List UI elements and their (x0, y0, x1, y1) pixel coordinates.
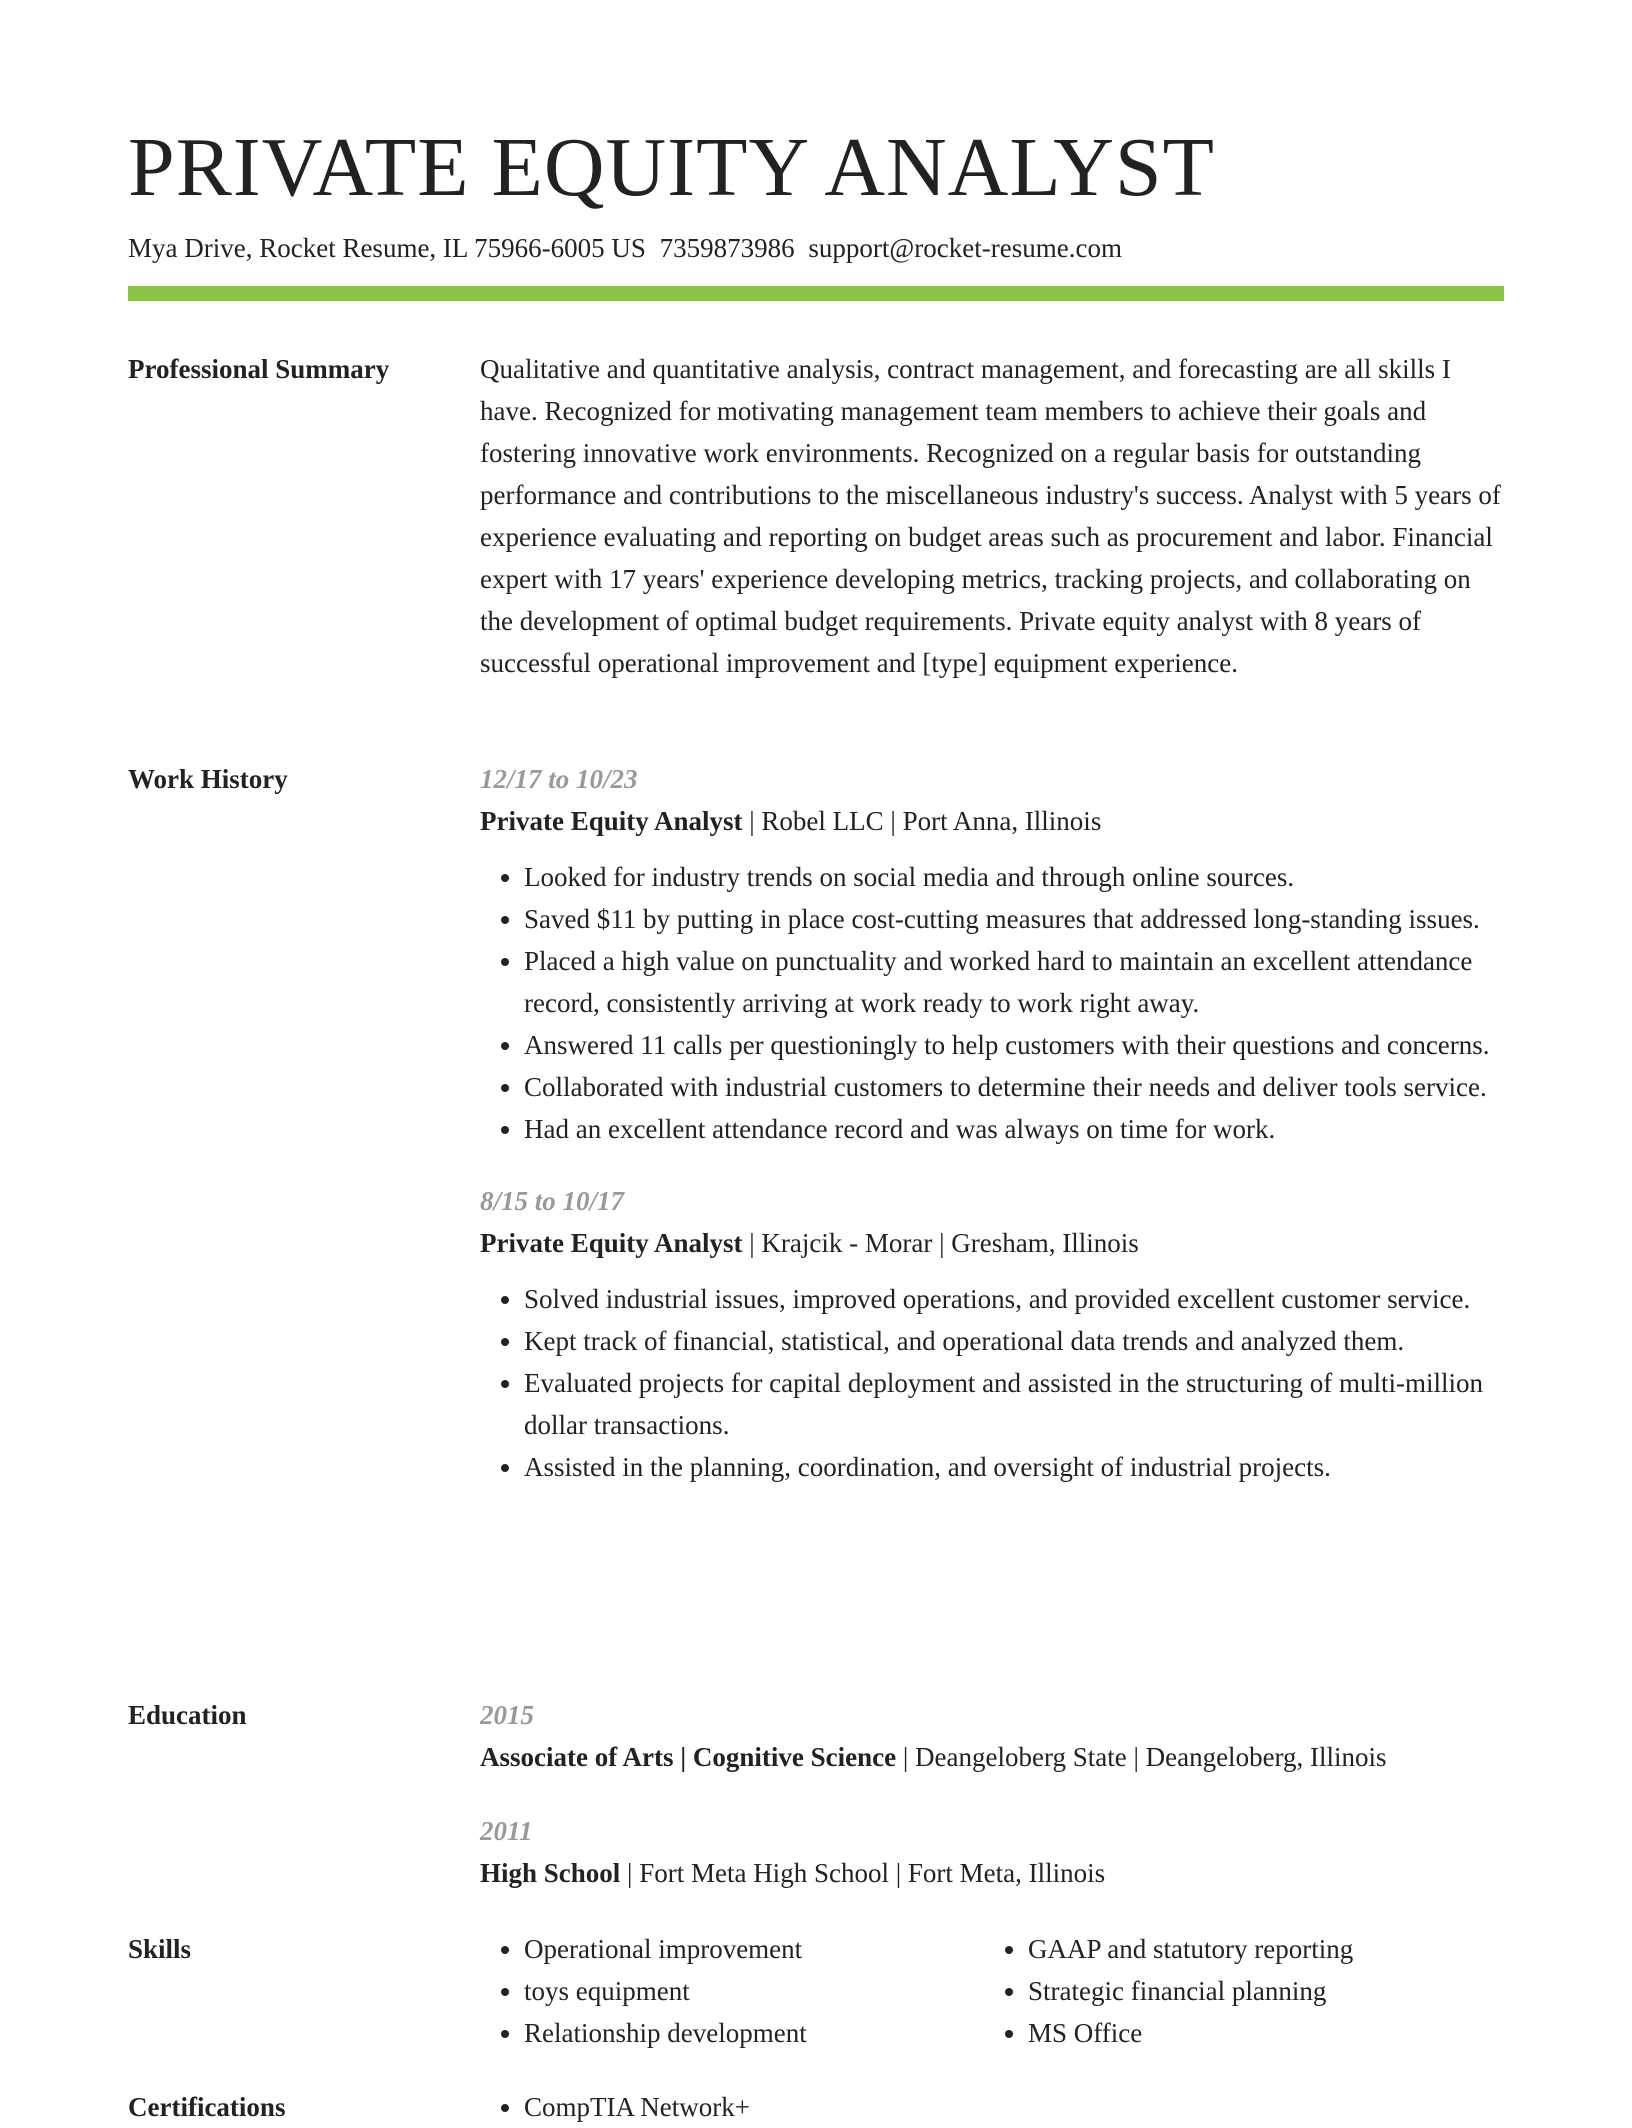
certification-item: • CompTIA Network+ (524, 2086, 1504, 2128)
job-bullet: • Looked for industry trends on social media and through online sources. (524, 856, 1504, 898)
job-bullet: • Assisted in the planning, coordination, and oversight of industrial projects. (524, 1446, 1504, 1488)
job-bullet: • Saved $11 by putting in place cost-cutting measures that addressed long-standing issues. (524, 898, 1504, 940)
job-heading (480, 800, 1504, 842)
job-bullet: • Kept track of financial, statistical, and operational data trends and analyzed them. (524, 1320, 1504, 1362)
job-dates: 12/17 to 10/23 (480, 764, 638, 794)
education-heading-line (480, 1852, 1504, 1894)
education-body (480, 1694, 1504, 1894)
certifications-list (480, 2086, 1504, 2128)
contact-line (128, 228, 1504, 268)
job-bullet: • Placed a high value on punctuality and worked hard to maintain an excellent attendance record, consistently arriving at work ready to work right away. (524, 940, 1504, 1024)
summary-text: Qualitative and quantitative analysis, contract management, and forecasting are all skills I have. Recognized for motivating management team members to achieve their goals and fostering innovative work environments. Recognized on a regular basis for outstanding performance and contributions to the miscellaneous industry's success. Analyst with 5 years of experience evaluating and reporting on budget areas such as procurement and labor. Financial expert with 17 years' experience developing metrics, tracking projects, and collaborating on the development of optimal budget requirements. Private equity analyst with 8 years of successful operational improvement and [type] equipment experience. (480, 354, 1501, 678)
contact-phone: 7359873986 (659, 233, 795, 263)
summary-heading: Professional Summary (128, 354, 390, 384)
certifications-heading: Certifications (128, 2092, 286, 2122)
education-year: 2015 (480, 1700, 534, 1730)
work-history-heading: Work History (128, 764, 288, 794)
skills-column-2 (984, 1928, 1488, 2054)
skill-item: • toys equipment (524, 1970, 984, 2012)
education-school-location: | Deangeloberg State | Deangeloberg, Illinois (896, 1742, 1387, 1772)
job-employer-location: | Krajcik - Morar | Gresham, Illinois (742, 1228, 1139, 1258)
resume-title: PRIVATE EQUITY ANALYST (128, 121, 1215, 214)
skill-item: • Strategic financial planning (1028, 1970, 1488, 2012)
education-entry (480, 1810, 1504, 1894)
contact-email: support@rocket-resume.com (808, 233, 1122, 263)
job-bullets (480, 856, 1504, 1150)
job-title: Private Equity Analyst (480, 1228, 743, 1258)
skills-list (984, 1928, 1488, 2054)
job-heading (480, 1222, 1504, 1264)
job-dates: 8/15 to 10/17 (480, 1186, 625, 1216)
job-bullet: • Solved industrial issues, improved operations, and provided excellent customer service. (524, 1278, 1504, 1320)
education-degree: Associate of Arts | Cognitive Science (480, 1742, 897, 1772)
job-bullet: • Had an excellent attendance record and was always on time for work. (524, 1108, 1504, 1150)
education-entry (480, 1694, 1504, 1778)
contact-address: Mya Drive, Rocket Resume, IL 75966-6005 US (128, 233, 646, 263)
skill-item: • MS Office (1028, 2012, 1488, 2054)
work-history-body (480, 758, 1504, 1488)
job-bullets (480, 1278, 1504, 1488)
skills-heading: Skills (128, 1934, 192, 1964)
skill-item: • Relationship development (524, 2012, 984, 2054)
job-entry (480, 1180, 1504, 1488)
job-employer-location: | Robel LLC | Port Anna, Illinois (742, 806, 1102, 836)
education-heading: Education (128, 1700, 247, 1730)
certifications-body (480, 2086, 1504, 2128)
job-entry (480, 758, 1504, 1150)
job-bullet: • Answered 11 calls per questioningly to help customers with their questions and concerns. (524, 1024, 1504, 1066)
skill-item: • GAAP and statutory reporting (1028, 1928, 1488, 1970)
header-divider (128, 286, 1504, 301)
skills-column-1 (480, 1928, 984, 2054)
skills-body (480, 1928, 1504, 2054)
education-year: 2011 (480, 1816, 533, 1846)
job-bullet: • Evaluated projects for capital deployment and assisted in the structuring of multi-million dollar transactions. (524, 1362, 1504, 1446)
job-bullet: • Collaborated with industrial customers to determine their needs and deliver tools service. (524, 1066, 1504, 1108)
skill-item: • Operational improvement (524, 1928, 984, 1970)
education-heading-line (480, 1736, 1504, 1778)
skills-list (480, 1928, 984, 2054)
job-title: Private Equity Analyst (480, 806, 743, 836)
education-school-location: | Fort Meta High School | Fort Meta, Illinois (620, 1858, 1106, 1888)
resume-header (128, 118, 1504, 268)
skills-grid (480, 1928, 1504, 2054)
education-degree: High School (480, 1858, 621, 1888)
